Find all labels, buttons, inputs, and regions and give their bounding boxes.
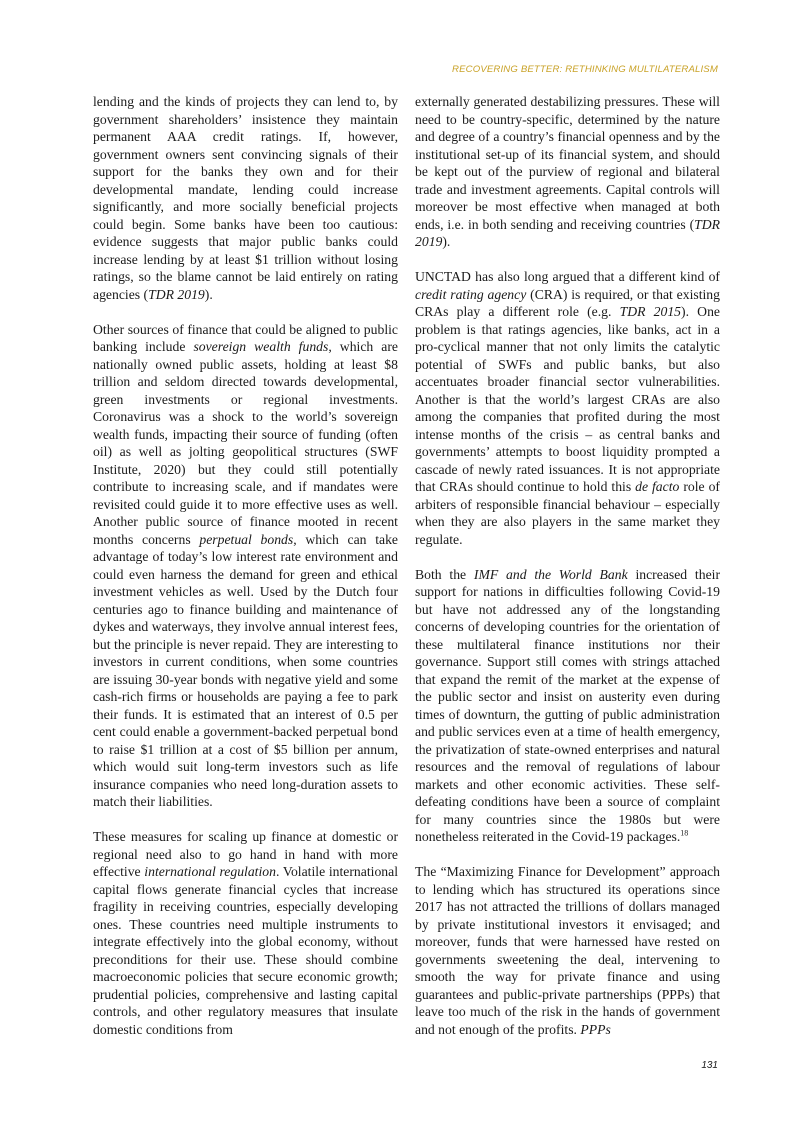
paragraph-credit-rating-agency [415, 268, 720, 548]
citation: TDR 2019 [415, 216, 720, 249]
emphasis: sovereign wealth funds [193, 339, 329, 355]
paragraph-public-banks [93, 93, 398, 303]
text-run: Other sources of finance that could be aligned to public banking include [93, 321, 398, 355]
emphasis: international regulation [144, 864, 276, 880]
text-run: . Volatile international capital flows generate financial cycles that increase fragility in receiving countries, especially developing ones. These countries need multiple instruments to integrate effectively into the global economy, without preconditions for their use. These should combine macroeconomic policies that secure economic growth; prudential policies, comprehensive and lasting capital controls, and other regulatory measures that insulate domestic conditions from [93, 864, 399, 1037]
text-run: (CRA) is required, or that existing CRAs play a different role (e.g. [415, 286, 720, 320]
emphasis: PPPs [580, 1021, 611, 1037]
text-run: increased their support for nations in difficulties following Covid-19 but have not addressed any of the longstanding concerns of developing countries for the orientation of these multilateral finance institutions nor their governance. Support still comes with strings attached that expand the remit of the market at the expense of the public sector and insist on austerity even during times of downturn, the gutting of public administration and public services even at a time of health emergency, the privatization of state-owned enterprises and natural resources and the removal of regulations of labour markets and other economic activities. These self-defeating conditions have been a source of complaint for many countries since the 1980s but were nonetheless reiterated in the Covid-19 packages. [415, 566, 721, 845]
citation: TDR 2015 [619, 304, 682, 320]
page-number: 131 [701, 1060, 718, 1071]
text-run: ). [442, 234, 451, 249]
text-run: ). [204, 286, 213, 302]
emphasis: de facto [635, 479, 680, 495]
emphasis: perpetual bonds [199, 531, 294, 547]
paragraph-international-regulation [93, 828, 398, 1038]
left-column [93, 93, 398, 1038]
footnote-marker[interactable]: 18 [680, 828, 689, 838]
running-header: RECOVERING BETTER: RETHINKING MULTILATERALISM [452, 64, 718, 75]
paragraph-sovereign-wealth-funds [93, 321, 398, 811]
paragraph-capital-controls [415, 93, 720, 251]
paragraph-maximizing-finance [415, 863, 720, 1038]
emphasis: credit rating agency [415, 286, 527, 302]
citation: TDR 2019 [148, 286, 205, 302]
paragraph-imf-world-bank [415, 566, 720, 846]
text-run: lending and the kinds of projects they can lend to, by government shareholders’ insistence they maintain permanent AAA credit ratings. If, however, government owners sent convincing signals of their support for the banks they own and for their developmental mandate, lending could increase significantly, and more socially beneficial projects could begin. Some banks have been too cautious: evidence suggests that major public banks could increase lending by at least $1 trillion without losing ratings, so the blame cannot be laid entirely on rating agencies ( [93, 94, 398, 302]
text-run: externally generated destabilizing pressures. These will need to be country-specific, determined by the nature and degree of a country’s financial openness and by the institutional set-up of its financial system, and should be kept out of the purview of regional and bilateral trade and investment agreements. Capital controls will moreover be most effective when managed at both ends, i.e. in both sending and receiving countries ( [415, 94, 720, 232]
emphasis: IMF and the World Bank [473, 566, 628, 582]
right-column [415, 93, 720, 1038]
text-run: UNCTAD has also long argued that a different kind of [415, 269, 720, 285]
text-run: Both the [415, 566, 474, 582]
text-run: , which are nationally owned public assets, holding at least $8 trillion and seldom directed towards developmental, green investments or regional investments. Coronavirus was a shock to the world’s sovereign wealth funds, impacting their source of funding (often oil) as well as jolting geopolitical structures (SWF Institute, 2020) but they could still potentially contribute to increasing scale, and if mandates were revisited could guide it to more effective uses as well. Another public source of finance mooted in recent months concerns [93, 339, 398, 547]
text-run: These measures for scaling up finance at domestic or regional need also to go hand in hand with more effective [93, 829, 398, 880]
text-run: role of arbiters of responsible financial behaviour – especially when they are also players in the same market they regulate. [415, 479, 720, 547]
text-run: ). One problem is that ratings agencies, like banks, act in a pro-cyclical manner that not only limits the catalytic potential of SWFs and public banks, but also accentuates broader financial sector vulnerabilities. Another is that the world’s largest CRAs are also among the companies that profited during the most intense months of the crisis – as central banks and governments’ attempts to boost liquidity prompted a cascade of newly rated issuances. It is not appropriate that CRAs should continue to hold this [415, 304, 720, 495]
text-run: The “Maximizing Finance for Development” approach to lending which has structured its operations since 2017 has not attracted the trillions of dollars managed by private institutional investors it envisaged; and moreover, funds that were harnessed have rested on governments sweetening the deal, intervening to smooth the way for private finance and using guarantees and public-private partnerships (PPPs) that leave too much of the risk in the hands of government and not enough of the profits. [415, 864, 720, 1037]
text-run: , which can take advantage of today’s low interest rate environment and could even harness the demand for green and ethical investment vehicles as well. Used by the Dutch four centuries ago to finance building and maintenance of dykes and waterways, they involve annual interest fees, but the principle is never repaid. They are interesting to investors in current conditions, when some countries are issuing 30-year bonds with negative yield and some cash-rich firms or households are paying a fee to park their funds. It is estimated that an interest of 0.5 per cent could enable a government-backed perpetual bond to raise $1 trillion at a cost of $5 billion per annum, which would suit long-term investors such as life insurance companies who need long-duration assets to match their liabilities. [93, 531, 398, 810]
